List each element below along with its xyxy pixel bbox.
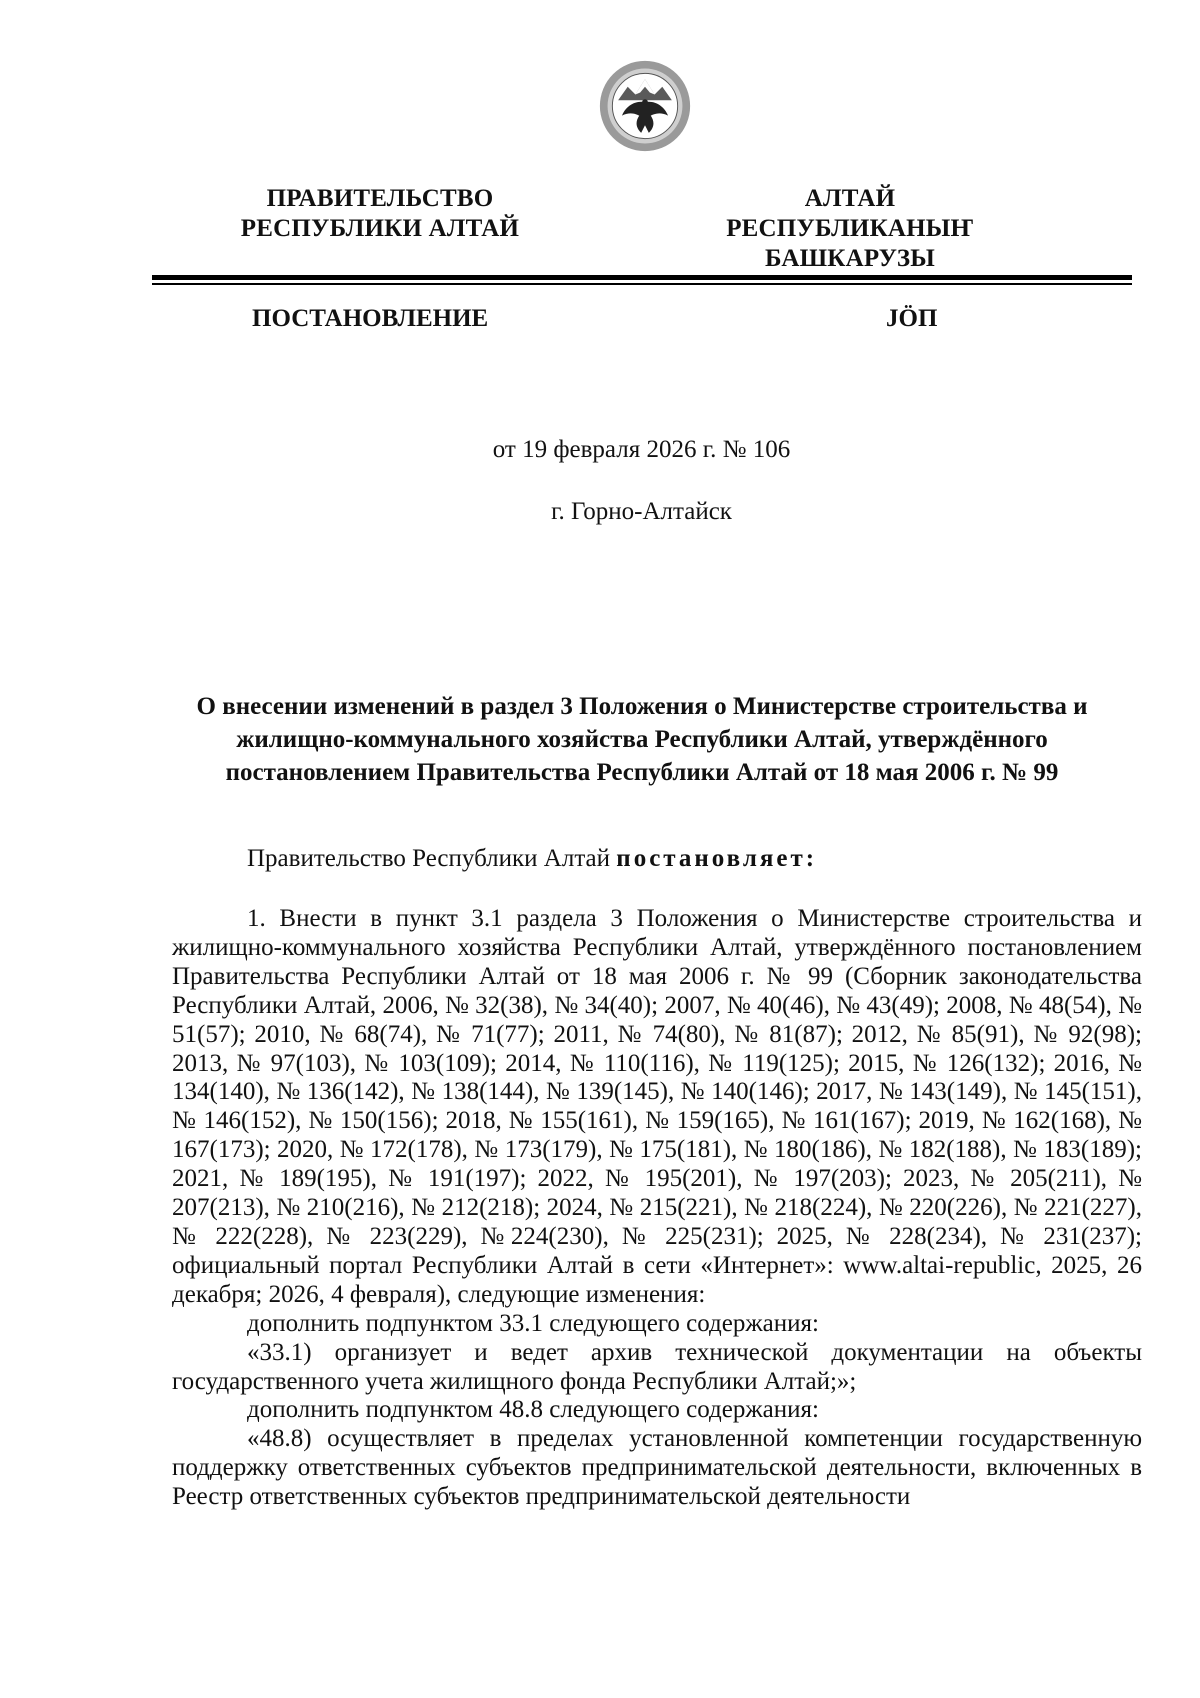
coat-of-arms-emblem: [597, 58, 693, 154]
issuer-alt-line-2: БАШКАРУЗЫ: [764, 245, 936, 272]
document-city: г. Горно-Алтайск: [551, 498, 732, 525]
header-divider-thin: [152, 283, 1132, 285]
issuer-line-1: ПРАВИТЕЛЬСТВО: [266, 185, 494, 212]
issuer-name-altai: [700, 184, 1000, 274]
issuer-line-2: РЕСПУБЛИКИ АЛТАЙ: [240, 215, 520, 242]
preamble: [247, 845, 817, 873]
paragraph-amendment-intro-33-1: дополнить подпунктом 33.1 следующего содержания:: [247, 1309, 819, 1337]
preamble-colon: :: [805, 845, 818, 872]
preamble-verb: постановляет: [616, 845, 806, 872]
header-divider-thick: [152, 275, 1132, 280]
document-date-number: от 19 февраля 2026 г. № 106: [492, 436, 791, 463]
document-title: О внесении изменений в раздел 3 Положения о Министерстве строительства и жилищно-коммунального хозяйства Республики Алтай, утверждённого постановлением Правительства Республики Алтай от 18 мая 2006 г. № 99: [196, 693, 1088, 786]
issuer-alt-line-1: АЛТАЙ РЕСПУБЛИКАНЫҤ: [726, 185, 974, 242]
issuer-name-russian: [230, 184, 530, 244]
document-type-altai: JÖП: [886, 305, 938, 332]
document-type: ПОСТАНОВЛЕНИЕ: [252, 305, 489, 332]
paragraph-item-1: 1. Внести в пункт 3.1 раздела 3 Положения о Министерстве строительства и жилищно-коммунального хозяйства Республики Алтай, утверждённого постановлением Правительства Республики Алтай от 18 мая 2006 г. № 99 (Сборник законодательства Республики Алтай, 2006, № 32(38), № 34(40); 2007, № 40(46), № 43(49); 2008, № 48(54), № 51(57); 2010, № 68(74), № 71(77); 2011, № 74(80), № 81(87); 2012, № 85(91), № 92(98); 2013, № 97(103), № 103(109); 2014, № 110(116), № 119(125); 2015, № 126(132); 2016, № 134(140), № 136(142), № 138(144), № 139(145), № 140(146); 2017, № 143(149), № 145(151), № 146(152), № 150(156); 2018, № 155(161), № 159(165), № 161(167); 2019, № 162(168), № 167(173); 2020, № 172(178), № 173(179), № 175(181), № 180(186), № 182(188), № 183(189); 2021, № 189(195), № 191(197); 2022, № 195(201), № 197(203); 2023, № 205(211), № 207(213), № 210(216), № 212(218); 2024, № 215(221), № 218(224), № 220(226), № 221(227), № 222(228), № 223(229), №224(230), № 225(231); 2025, № 228(234), № 231(237); официальный портал Республики Алтай в сети «Интернет»: www.altai-republic, 2025, 26 декабря; 2026, 4 февраля), следующие изменения:: [172, 905, 1142, 1308]
paragraph-amendment-33-1: «33.1) организует и ведет архив технической документации на объекты государственного учета жилищного фонда Республики Алтай;»;: [172, 1338, 1142, 1395]
preamble-lead: Правительство Республики Алтай: [247, 845, 617, 872]
paragraph-amendment-intro-48-8: дополнить подпунктом 48.8 следующего содержания:: [247, 1396, 819, 1424]
document-body: [172, 905, 1142, 1512]
paragraph-amendment-48-8: «48.8) осуществляет в пределах установленной компетенции государственную поддержку ответственных субъектов предпринимательской деятельности, включенных в Реестр ответственных субъектов предпринимательской деятельности: [172, 1425, 1142, 1511]
